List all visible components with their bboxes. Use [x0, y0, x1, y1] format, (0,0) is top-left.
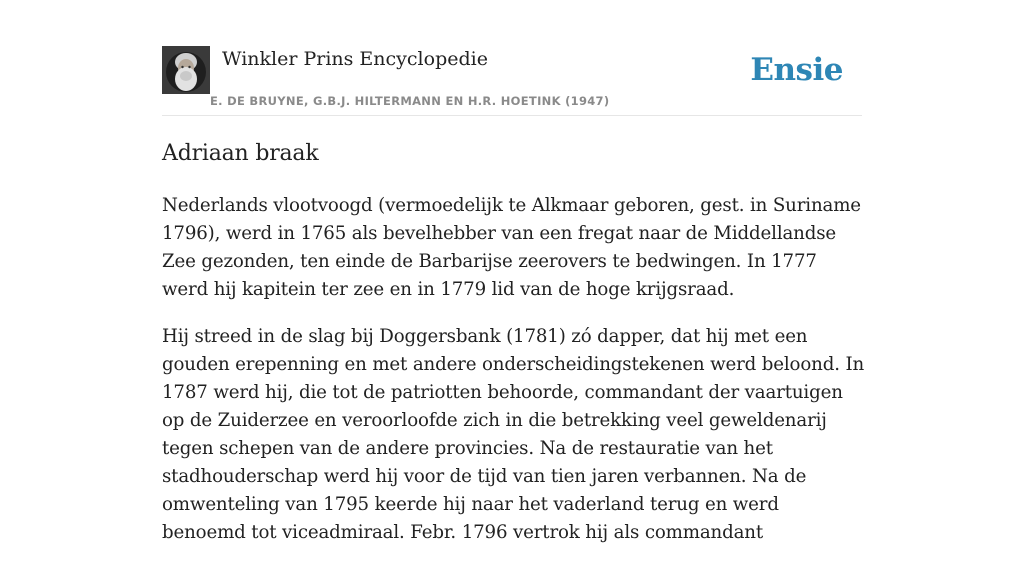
article: [162, 138, 867, 566]
ensie-logo[interactable]: Ensie: [750, 52, 843, 88]
site-header: [162, 46, 862, 116]
article-paragraph: Nederlands vlootvoogd (vermoedelijk te Alkmaar geboren, gest. in Suriname 1796), werd in 1765 als bevelhebber van een fregat naar de Middellandse Zee gezonden, ten einde de Barbarijse zeerovers te bedwingen. In 1777 werd hij kapitein ter zee en in 1779 lid van de hoge krijgsraad.: [162, 195, 861, 300]
article-title: Adriaan braak: [162, 141, 319, 166]
site-title[interactable]: Winkler Prins Encyclopedie: [222, 48, 488, 70]
byline: E. DE BRUYNE, G.B.J. HILTERMANN EN H.R. HOETINK (1947): [210, 94, 610, 108]
author-portrait-avatar[interactable]: [162, 46, 210, 94]
article-paragraph: Hij streed in de slag bij Doggersbank (1781) zó dapper, dat hij met een gouden erepenning en met andere onderscheidingstekenen werd beloond. In 1787 werd hij, die tot de patriotten behoorde, commandant der vaartuigen op de Zuiderzee en veroorloofde zich in die betrekking veel geweldenarij tegen schepen van de andere provincies. Na de restauratie van het stadhouderschap werd hij voor de tijd van tien jaren verbannen. Na de omwenteling van 1795 keerde hij naar het vaderland terug en werd benoemd tot viceadmiraal. Febr. 1796 vertrok hij als commandant: [162, 326, 865, 543]
portrait-image: [162, 46, 210, 94]
